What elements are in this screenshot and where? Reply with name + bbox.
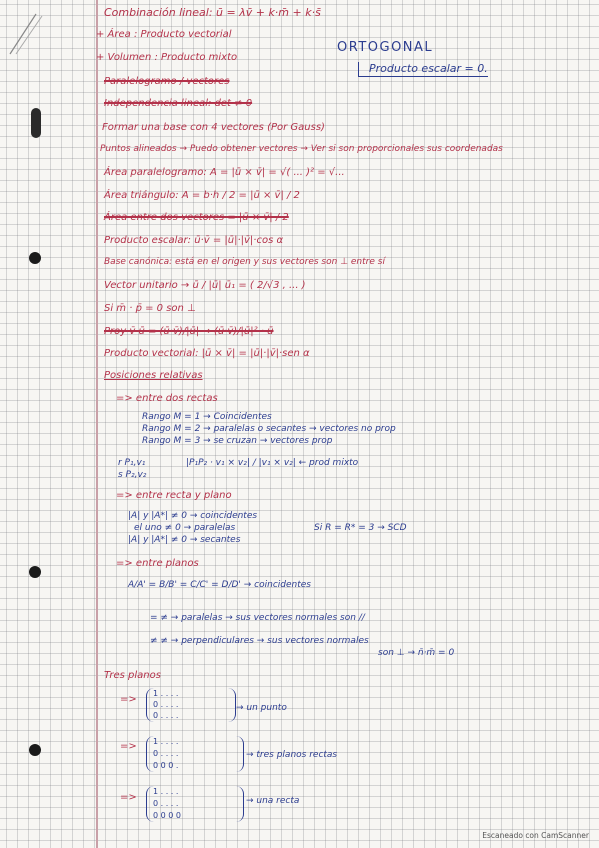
matrix-row: 0 0 0 . — [153, 761, 179, 770]
rp-coincidentes: |A| y |A*| ≠ 0 → coincidentes — [128, 511, 258, 521]
sub-entre-rectas: => entre dos rectas — [116, 393, 218, 404]
planos-perpendiculares: ≠ ≠ → perpendiculares → sus vectores normales — [150, 636, 369, 646]
binder-hole — [29, 566, 41, 578]
matrix-row: 0 . . . . — [153, 700, 179, 709]
section-posiciones: Posiciones relativas — [104, 370, 203, 381]
recta-r: r P₁,v₁ — [118, 458, 146, 468]
rango-3: Rango M = 3 → se cruzan → vectores prop — [142, 436, 333, 446]
binder-hole — [29, 744, 41, 756]
line-area-triangulo: Área triángulo: A = b·h / 2 = |ū × v̄| / 2 — [104, 190, 300, 201]
binder-hole — [31, 108, 41, 138]
line-puntos-alineados: Puntos alineados → Puedo obtener vectores → Ver si son proporcionales sus coordenadas — [100, 144, 503, 154]
sub-recta-plano: => entre recta y plano — [116, 490, 232, 501]
rp-secantes: |A| y |A*| ≠ 0 → secantes — [128, 535, 241, 545]
planos-coincidentes: A/A' = B/B' = C/C' = D/D' → coincidentes — [128, 580, 311, 590]
scanner-watermark: Escaneado con CamScanner — [482, 831, 589, 840]
rango-1: Rango M = 1 → Coincidentes — [142, 412, 272, 422]
binder-hole — [29, 252, 41, 264]
line-volumen: + Volumen : Producto mixto — [96, 52, 238, 63]
matrix-row: 1 . . . . — [153, 737, 179, 746]
line-area: + Área : Producto vectorial — [96, 29, 232, 40]
matrix-row: 1 . . . . — [153, 787, 179, 796]
matrix-3 — [146, 786, 244, 822]
line-area-paralelogramo: Área paralelogramo: A = |ū × v̄| = √( ... )² = √... — [104, 167, 345, 178]
arrow-3: => — [120, 792, 137, 803]
section-tres-planos: Tres planos — [104, 670, 161, 681]
formula-distancia: |P₁P₂ · v₁ × v₂| / |v₁ × v₂| ← prod mixto — [186, 458, 359, 468]
matrix-row: 0 . . . . — [153, 799, 179, 808]
line-independencia: Independencia lineal: det ≠ 0 — [104, 98, 253, 109]
tres-planos-punto: → un punto — [236, 703, 287, 713]
arrow-2: => — [120, 741, 137, 752]
arrow-1: => — [120, 694, 137, 705]
sub-entre-planos: => entre planos — [116, 558, 199, 569]
line-formar-base: Formar una base con 4 vectores (Por Gauss) — [102, 122, 325, 133]
tres-planos-rectas: → tres planos rectas — [246, 750, 338, 760]
ortogonal-title: ORTOGONAL — [337, 40, 434, 55]
line-vector-unitario: Vector unitario → ū / |ū| ū₁ = ( 2/√3 , ... ) — [104, 280, 306, 291]
recta-s: s P₂,v₂ — [118, 470, 147, 480]
tres-planos-recta: → una recta — [246, 796, 300, 806]
line-struck: Paralelogramo / vectores — [104, 76, 230, 87]
line-combinacion: Combinación lineal: ū = λv̄ + k·m̄ + k·s̄ — [104, 6, 321, 19]
line-producto-escalar: Producto escalar: ū·v̄ = |ū|·|v̄|·cos α — [104, 235, 284, 246]
matrix-row: 0 . . . . — [153, 711, 179, 720]
line-area-entre: Área entre dos vectores = |ū × v̄| / 2 — [104, 212, 289, 223]
line-perpendicular: Si m̄ · p̄ = 0 son ⊥ — [104, 303, 196, 314]
matrix-row: 0 . . . . — [153, 749, 179, 758]
rango-2: Rango M = 2 → paralelas o secantes → vectores no prop — [142, 424, 396, 434]
matrix-2 — [146, 736, 244, 772]
rp-paralelas: el uno ≠ 0 → paralelas — [134, 523, 236, 533]
line-producto-vectorial: Producto vectorial: |ū × v̄| = |ū|·|v̄|·sen α — [104, 348, 310, 359]
torn-corner-icon — [8, 10, 48, 56]
margin-line — [96, 0, 98, 848]
rp-scd: Si R = R* = 3 → SCD — [314, 523, 407, 533]
matrix-row: 1 . . . . — [153, 689, 179, 698]
planos-normales: son ⊥ → n̄·m̄ = 0 — [378, 648, 455, 658]
line-proyeccion: Proy v̄ ū = (ū·v̄)/|ū| → (ū·v̄)/|ū|² · ū — [104, 326, 274, 337]
line-base-canonica: Base canónica: está en el origen y sus vectores son ⊥ entre sí — [104, 257, 385, 267]
planos-paralelas: = ≠ → paralelas → sus vectores normales son // — [150, 613, 365, 623]
ortogonal-subtitle: Producto escalar = 0. — [358, 62, 488, 77]
matrix-row: 0 0 0 0 — [153, 811, 181, 820]
matrix-1 — [146, 688, 236, 722]
